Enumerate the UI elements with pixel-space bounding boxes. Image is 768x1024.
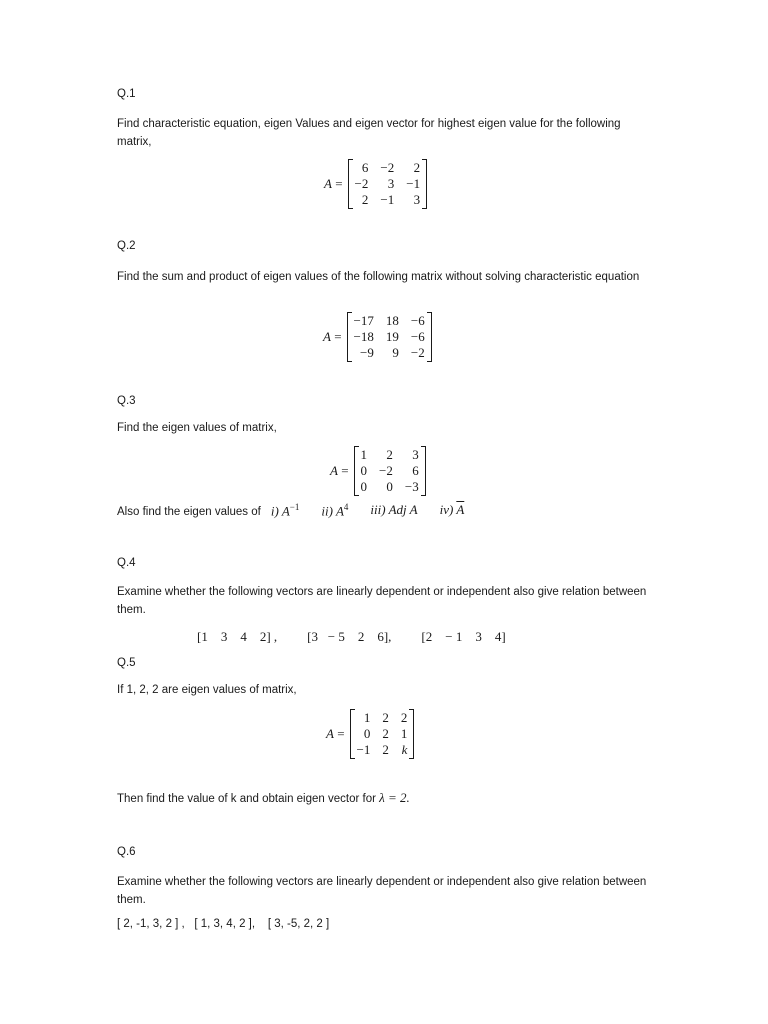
q3-matrix bbox=[354, 446, 426, 496]
matrix-cell: 1 bbox=[360, 447, 368, 462]
matrix-cell: 6 bbox=[412, 463, 419, 478]
q1-matrix bbox=[348, 159, 428, 209]
q2-matrix bbox=[347, 312, 432, 362]
q6-text: Examine whether the following vectors are linearly dependent or independent also give relation between them. bbox=[117, 876, 647, 906]
matrix-cell: −6 bbox=[410, 329, 425, 344]
q6-label: Q.6 bbox=[117, 846, 136, 858]
matrix-cell: 2 bbox=[382, 726, 389, 741]
matrix-cell: −1 bbox=[356, 742, 371, 757]
q4-text: Examine whether the following vectors are linearly dependent or independent also give relation between them. bbox=[117, 586, 647, 616]
q3-text: Find the eigen values of matrix, bbox=[117, 422, 277, 434]
q6-vectors: [ 2, -1, 3, 2 ] , [ 1, 3, 4, 2 ], [ 3, -5, 2, 2 ] bbox=[117, 918, 330, 930]
matrix-cell: −17 bbox=[353, 313, 374, 328]
q3-matrix-equation: A = 1 2 3 0 −2 6 0 0 −3 bbox=[330, 446, 426, 496]
matrix-cell: −3 bbox=[404, 479, 419, 494]
matrix-cell: 3 bbox=[413, 192, 421, 207]
matrix-cell: 0 bbox=[360, 479, 368, 494]
q3-lhs: A bbox=[330, 463, 338, 478]
q3-also-text: Also find the eigen values of bbox=[117, 506, 261, 519]
q4-vector-1: [1 3 4 2] , bbox=[197, 629, 278, 644]
matrix-cell: −2 bbox=[379, 463, 393, 478]
q2-text: Find the sum and product of eigen values of the following matrix without solving characteristic equation bbox=[117, 271, 640, 283]
q5-label: Q.5 bbox=[117, 657, 136, 669]
q3-also-line bbox=[117, 502, 464, 519]
q2-matrix-equation: A = −17 18 −6 −18 19 −6 −9 9 −2 bbox=[323, 312, 432, 362]
matrix-cell: 9 bbox=[392, 345, 399, 360]
matrix-cell: −1 bbox=[380, 192, 395, 207]
matrix-cell: 3 bbox=[412, 447, 419, 462]
matrix-cell: −6 bbox=[410, 313, 425, 328]
q3-matrix-grid bbox=[359, 446, 421, 496]
q3-label: Q.3 bbox=[117, 395, 136, 407]
matrix-cell: 0 bbox=[386, 479, 393, 494]
matrix-cell: 2 bbox=[413, 160, 421, 175]
matrix-cell: 1 bbox=[400, 726, 408, 741]
matrix-cell: 0 bbox=[363, 726, 371, 741]
q1-matrix-equation: A = 6 −2 2 −2 3 −1 2 −1 3 bbox=[324, 159, 427, 209]
matrix-cell: 3 bbox=[387, 176, 395, 191]
matrix-cell: −2 bbox=[354, 176, 369, 191]
q5-matrix bbox=[350, 709, 415, 759]
matrix-cell: −18 bbox=[353, 329, 374, 344]
q1-label: Q.1 bbox=[117, 88, 136, 100]
matrix-cell: 2 bbox=[400, 710, 408, 725]
q5-text: If 1, 2, 2 are eigen values of matrix, bbox=[117, 684, 297, 696]
matrix-cell: 6 bbox=[361, 160, 369, 175]
matrix-cell: −2 bbox=[410, 345, 425, 360]
q5-then-line bbox=[117, 790, 410, 806]
q4-vector-2: [3 − 5 2 6], bbox=[307, 629, 392, 644]
matrix-cell: 2 bbox=[382, 742, 389, 757]
q5-lambda: λ = 2. bbox=[379, 790, 410, 805]
matrix-cell: 2 bbox=[361, 192, 369, 207]
q2-lhs: A bbox=[323, 329, 331, 344]
matrix-cell: 2 bbox=[386, 447, 393, 462]
q1-lhs: A bbox=[324, 176, 332, 191]
q3-part-2: ii) $A^4$ bbox=[321, 502, 349, 519]
q5-lhs: A bbox=[326, 726, 334, 741]
q1-matrix-grid bbox=[353, 159, 423, 209]
q2-matrix-grid bbox=[352, 312, 427, 362]
q3-part-1: i) $A^{-1}$ bbox=[270, 502, 300, 519]
q5-matrix-grid bbox=[355, 709, 410, 759]
q4-vectors bbox=[197, 629, 506, 645]
matrix-cell: 19 bbox=[385, 329, 399, 344]
q5-matrix-equation: A = 1 2 2 0 2 1 −1 2 k bbox=[326, 709, 414, 759]
matrix-cell: k bbox=[401, 742, 408, 757]
q3-parts bbox=[271, 502, 464, 519]
matrix-cell: 2 bbox=[382, 710, 389, 725]
q3-part-3: iii) Adj A bbox=[370, 502, 418, 517]
matrix-cell: 18 bbox=[385, 313, 399, 328]
q4-vector-3: [2 − 1 3 4] bbox=[421, 629, 506, 644]
q4-label: Q.4 bbox=[117, 557, 136, 569]
q2-label: Q.2 bbox=[117, 240, 136, 252]
matrix-cell: −1 bbox=[406, 176, 421, 191]
matrix-cell: −9 bbox=[360, 345, 374, 360]
q3-part-4: iv) $\overline{A}$ bbox=[439, 502, 465, 517]
q5-then-text: Then find the value of k and obtain eigen vector for bbox=[117, 793, 376, 805]
matrix-cell: 1 bbox=[363, 710, 371, 725]
matrix-cell: 0 bbox=[360, 463, 368, 478]
q1-text: Find characteristic equation, eigen Values and eigen vector for highest eigen value for the following matrix, bbox=[117, 118, 621, 148]
matrix-cell: −2 bbox=[380, 160, 395, 175]
